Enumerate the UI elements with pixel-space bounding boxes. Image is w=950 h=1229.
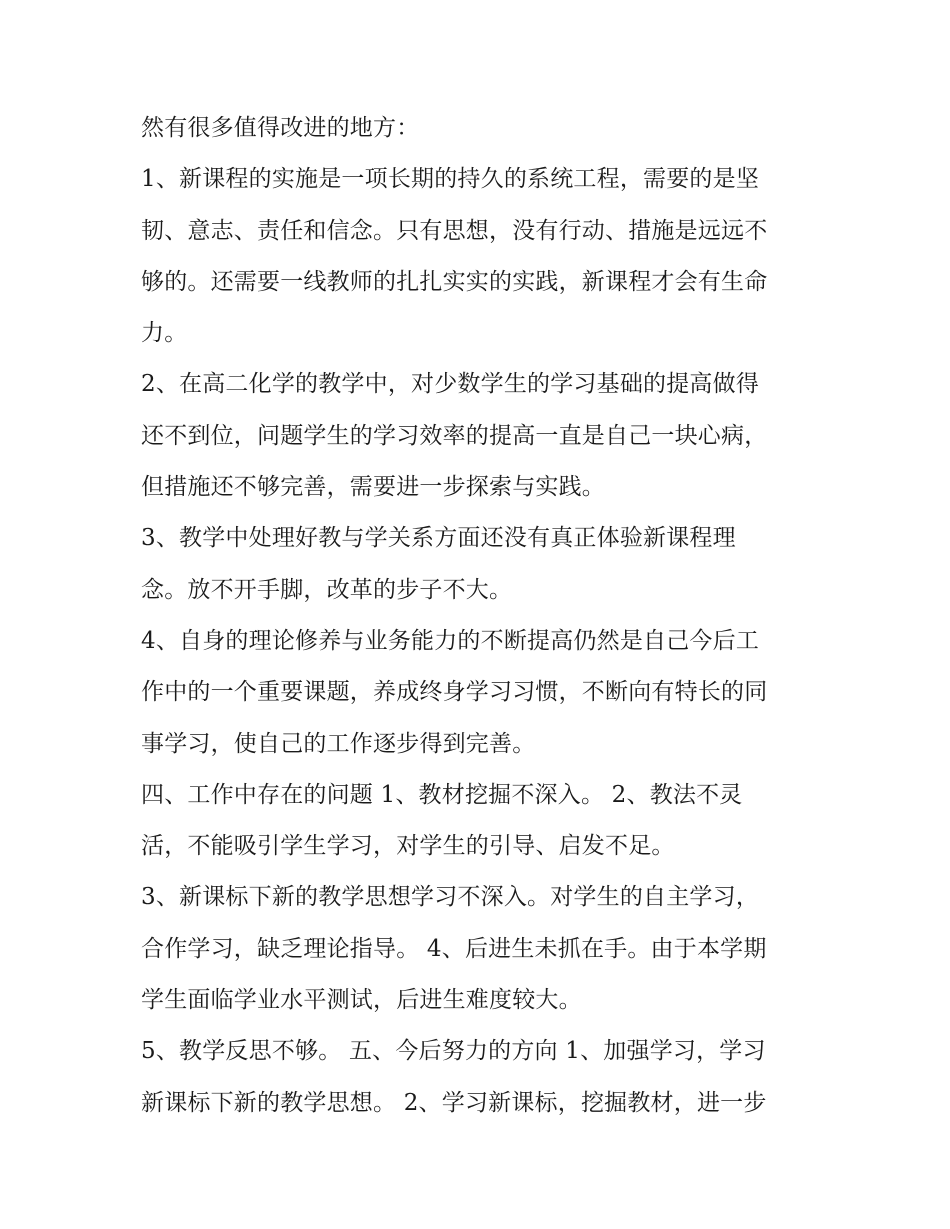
- document-body: [141, 103, 821, 1129]
- text-line: 新课标下新的教学思想。 2、学习新课标，挖掘教材，进一步: [141, 1089, 767, 1116]
- text-line: 学生面临学业水平测试，后进生难度较大。: [141, 987, 582, 1014]
- text-line: 力。: [141, 320, 188, 347]
- text-line: 还不到位，问题学生的学习效率的提高一直是自己一块心病，: [141, 422, 768, 449]
- text-line: 四、工作中存在的问题 1、教材挖掘不深入。 2、教法不灵: [141, 781, 743, 808]
- text-line: 3、新课标下新的教学思想学习不深入。对学生的自主学习，: [141, 884, 760, 911]
- text-line: 念。放不开手脚，改革的步子不大。: [141, 576, 513, 603]
- text-line: 2、在高二化学的教学中，对少数学生的学习基础的提高做得: [141, 371, 760, 398]
- text-line: 作中的一个重要课题，养成终身学习习惯，不断向有特长的同: [141, 679, 768, 706]
- text-line: 活，不能吸引学生学习，对学生的引导、启发不足。: [141, 833, 675, 860]
- text-line: 3、教学中处理好教与学关系方面还没有真正体验新课程理: [141, 525, 736, 552]
- text-line: 4、自身的理论修养与业务能力的不断提高仍然是自己今后工: [141, 627, 760, 654]
- text-line: 事学习，使自己的工作逐步得到完善。: [141, 730, 536, 757]
- text-line: 1、新课程的实施是一项长期的持久的系统工程，需要的是坚: [141, 166, 760, 193]
- text-line: 5、教学反思不够。 五、今后努力的方向 1、加强学习，学习: [141, 1038, 766, 1065]
- text-line: 合作学习，缺乏理论指导。 4、后进生未抓在手。由于本学期: [141, 935, 767, 962]
- text-line: 然有很多值得改进的地方：: [141, 115, 420, 141]
- text-line: 够的。还需要一线教师的扎扎实实的实践，新课程才会有生命: [141, 268, 768, 295]
- text-line: 韧、意志、责任和信念。只有思想，没有行动、措施是远远不: [141, 217, 768, 244]
- text-line: 但措施还不够完善，需要进一步探索与实践。: [141, 474, 605, 501]
